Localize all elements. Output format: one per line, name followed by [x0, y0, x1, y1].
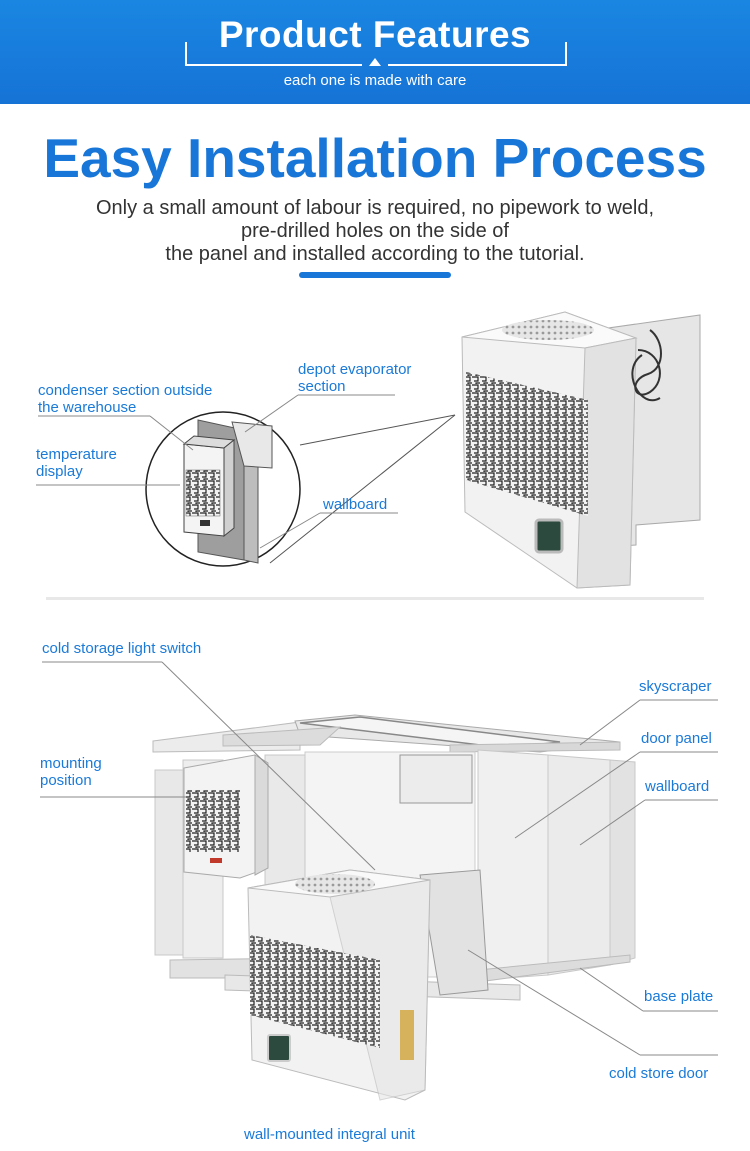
label-skyscraper: skyscraper: [639, 678, 712, 695]
banner-subtitle: each one is made with care: [283, 72, 467, 89]
cold-room: [153, 715, 635, 1100]
description-line: the panel and installed according to the tutorial.: [165, 243, 585, 265]
label-evaporator: depot evaporator section: [298, 361, 412, 395]
label-light-switch: cold storage light switch: [42, 640, 202, 657]
label-mounting-position: mounting position: [40, 755, 102, 789]
description-line: pre-drilled holes on the side of: [241, 220, 509, 242]
label-condenser: condenser section outside the warehouse: [38, 382, 213, 416]
detail-circle: [146, 412, 300, 566]
label-integral-unit: wall-mounted integral unit: [244, 1126, 415, 1143]
label-wallboard-bottom: wallboard: [645, 778, 710, 795]
section-title: Easy Installation Process: [43, 127, 707, 189]
label-wallboard-top: wallboard: [323, 496, 388, 513]
label-cold-store-door: cold store door: [609, 1065, 709, 1082]
section-divider: [46, 597, 704, 600]
label-temperature-display: temperature display: [36, 446, 117, 480]
banner-title: Product Features: [218, 14, 532, 55]
monoblock-unit-large: [462, 312, 700, 588]
label-base-plate: base plate: [644, 988, 714, 1005]
label-door-panel: door panel: [641, 730, 712, 747]
description-line: Only a small amount of labour is required, no pipework to weld,: [95, 197, 655, 219]
